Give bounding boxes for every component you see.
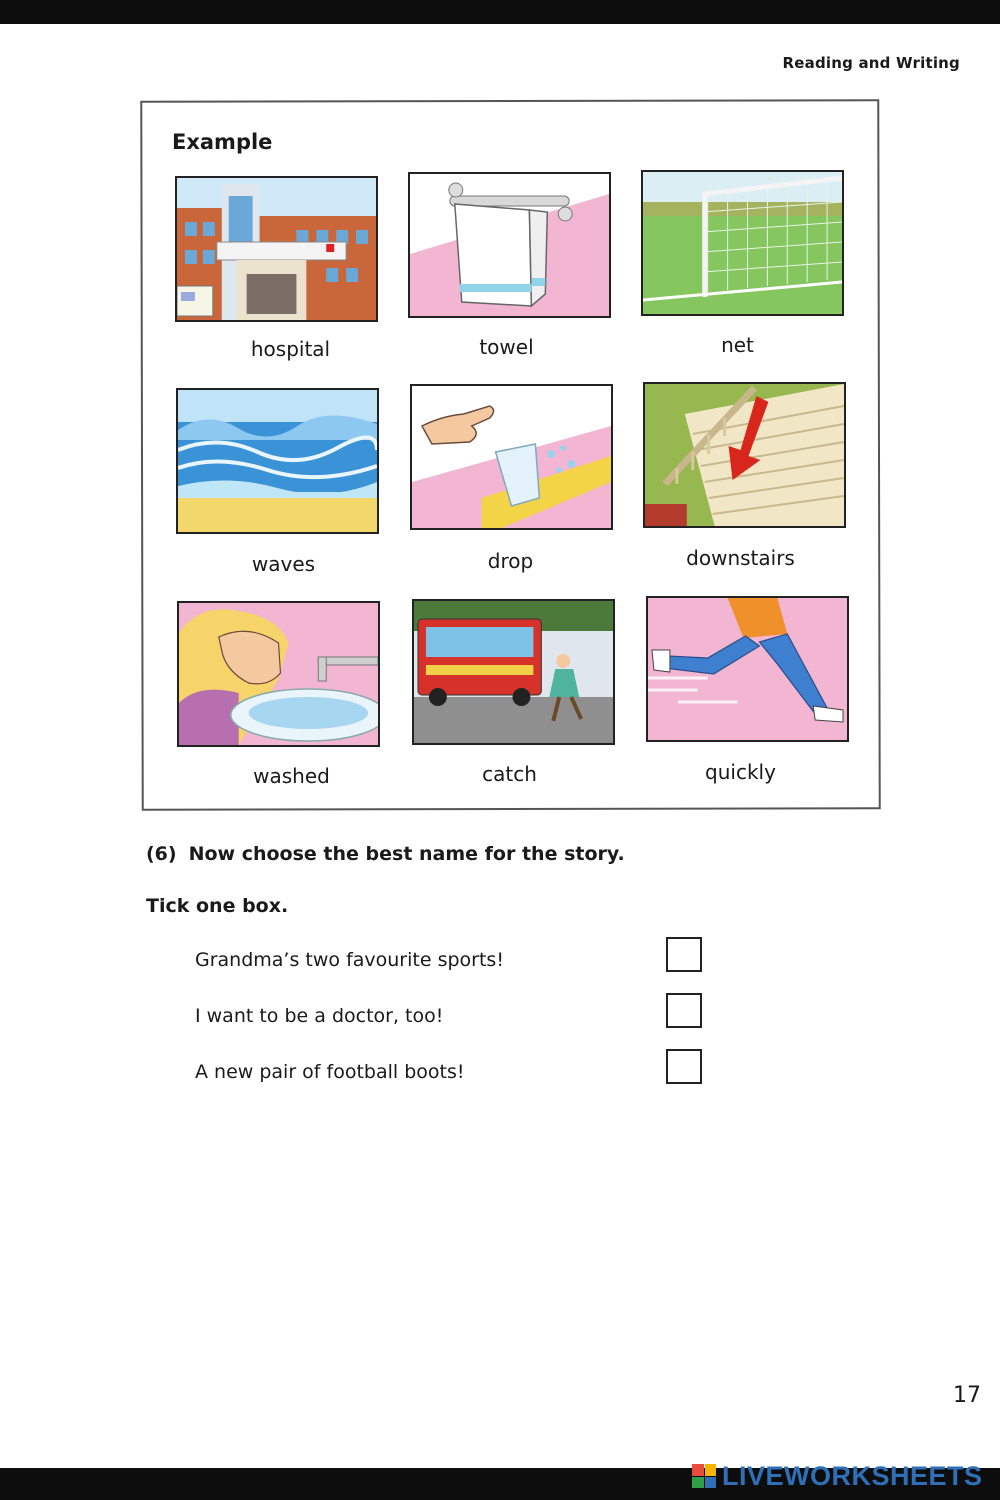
- towel-icon: [408, 172, 611, 318]
- top-border: [0, 0, 1000, 24]
- option-checkbox-3[interactable]: [666, 1049, 702, 1084]
- option-label-3: A new pair of football boots!: [195, 1061, 465, 1083]
- stairs-icon: [643, 382, 846, 528]
- waves-icon: [176, 388, 379, 534]
- bus-icon: [412, 599, 615, 745]
- caption-waves: waves: [251, 552, 316, 576]
- washing-face-icon: [177, 601, 380, 747]
- page-number: 17: [953, 1383, 981, 1408]
- running-icon: [646, 596, 849, 742]
- option-checkbox-2[interactable]: [666, 993, 702, 1028]
- caption-washed: washed: [253, 764, 330, 788]
- caption-catch: catch: [482, 762, 537, 786]
- hospital-icon: [175, 176, 378, 322]
- liveworksheets-logo-icon: [692, 1464, 716, 1488]
- question: [146, 843, 625, 865]
- example-title: Example: [172, 130, 273, 154]
- dropping-glass-icon: [410, 384, 613, 530]
- caption-quickly: quickly: [705, 760, 776, 784]
- watermark: [692, 1461, 983, 1491]
- option-checkbox-1[interactable]: [666, 937, 702, 972]
- caption-hospital: hospital: [250, 337, 331, 361]
- instruction: Tick one box.: [146, 895, 289, 917]
- caption-towel: towel: [479, 335, 534, 359]
- question-text: Now choose the best name for the story.: [188, 843, 625, 865]
- question-number: (6): [146, 843, 177, 865]
- caption-net: net: [721, 333, 754, 357]
- watermark-text: LIVEWORKSHEETS: [722, 1460, 983, 1491]
- caption-downstairs: downstairs: [686, 546, 795, 570]
- option-label-1: Grandma’s two favourite sports!: [195, 949, 504, 971]
- goal-net-icon: [641, 170, 844, 316]
- section-header: Reading and Writing: [782, 54, 960, 72]
- option-label-2: I want to be a doctor, too!: [195, 1005, 444, 1027]
- caption-drop: drop: [487, 549, 534, 573]
